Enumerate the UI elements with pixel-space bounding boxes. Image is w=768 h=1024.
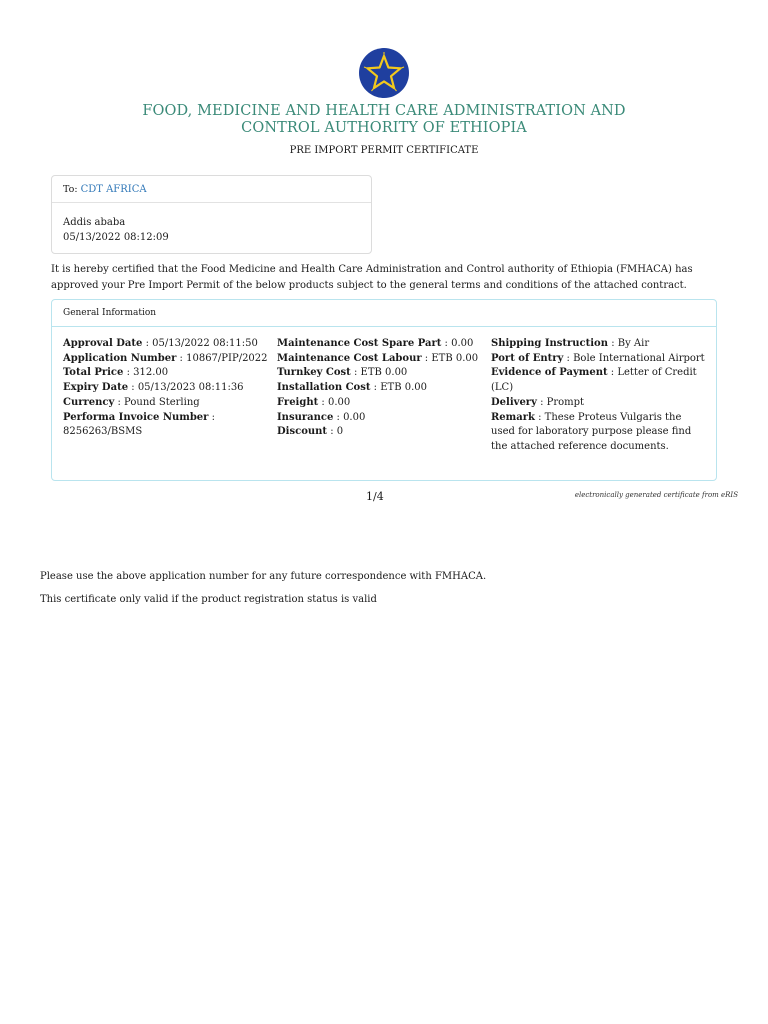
field-currency: Currency : Pound Sterling [63, 396, 200, 408]
recipient-city: Addis ababa [63, 217, 126, 228]
field-port-of-entry: Port of Entry : Bole International Airport [491, 352, 705, 364]
field-maintenance-labour: Maintenance Cost Labour : ETB 0.00 [277, 352, 479, 364]
recipient-body [52, 203, 371, 245]
field-delivery: Delivery : Prompt [491, 396, 585, 408]
field-expiry-date: Expiry Date : 05/13/2023 08:11:36 [63, 382, 244, 394]
field-evidence-of-payment: Evidence of Payment : Letter of Credit (LC) [491, 367, 697, 394]
document-title: PRE IMPORT PERMIT CERTIFICATE [289, 145, 479, 156]
field-installation-cost: Installation Cost : ETB 0.00 [277, 382, 427, 394]
org-title-line1: FOOD, MEDICINE AND HEALTH CARE ADMINISTRATION AND [142, 103, 626, 119]
validity-note: This certificate only valid if the product registration status is valid [40, 594, 377, 605]
field-approval-date: Approval Date : 05/13/2022 08:11:50 [63, 338, 258, 349]
organization-title [0, 103, 768, 137]
field-maintenance-spare-part: Maintenance Cost Spare Part : 0.00 [277, 338, 474, 349]
field-performa-invoice-number: Performa Invoice Number : 8256263/BSMS [63, 411, 216, 438]
recipient-header [52, 176, 371, 203]
field-remark: Remark : These Proteus Vulgaris the used for laboratory purpose please find the attached reference documents. [491, 411, 692, 452]
field-shipping-instruction: Shipping Instruction : By Air [491, 338, 650, 349]
org-title-line2: CONTROL AUTHORITY OF ETHIOPIA [241, 120, 527, 136]
field-total-price: Total Price : 312.00 [63, 367, 169, 379]
general-information-panel [51, 299, 717, 481]
correspondence-note: Please use the above application number for any future correspondence with FMHACA. [40, 571, 487, 582]
certification-text: It is hereby certified that the Food Medicine and Health Care Administration and Control authority of Ethiopia (FMHACA) has approved your Pre Import Permit of the below products subject to the general terms and conditions of the attached contract. [51, 264, 693, 291]
field-turnkey-cost: Turnkey Cost : ETB 0.00 [277, 367, 408, 379]
general-info-column-2 [277, 337, 491, 440]
eris-note: electronically generated certificate from eRIS [574, 491, 738, 499]
to-label: To: [63, 184, 78, 195]
field-discount: Discount : 0 [277, 426, 344, 438]
field-insurance: Insurance : 0.00 [277, 411, 366, 423]
recipient-name: CDT AFRICA [80, 184, 147, 195]
recipient-datetime: 05/13/2022 08:12:09 [63, 232, 169, 243]
general-information-title: General Information [52, 300, 716, 327]
recipient-box [51, 175, 372, 254]
general-info-column-3 [491, 337, 705, 455]
ethiopia-emblem-icon [358, 47, 410, 99]
general-info-column-1 [63, 337, 277, 440]
page-number: 1/4 [366, 490, 384, 503]
field-application-number: Application Number : 10867/PIP/2022 [63, 352, 268, 364]
field-freight: Freight : 0.00 [277, 396, 351, 408]
